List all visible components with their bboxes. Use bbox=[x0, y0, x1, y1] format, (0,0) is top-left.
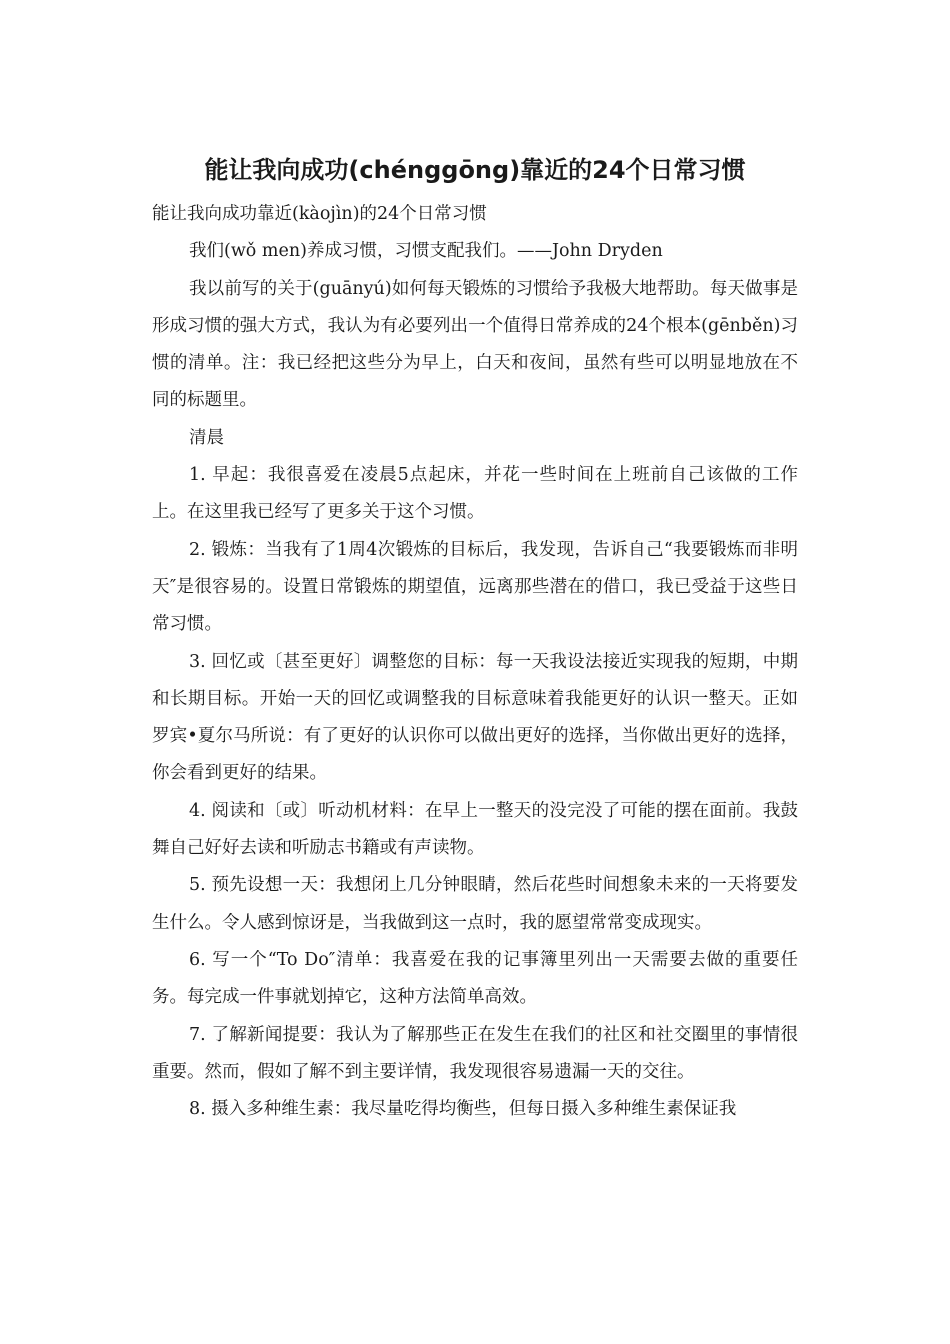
document-title: 能让我向成功(chénggōng)靠近的24个日常习惯 bbox=[204, 156, 746, 184]
habit-item-2: 2. 锻炼：当我有了1周4次锻炼的目标后，我发现，告诉自己“我要锻炼而非明天″是很容易的。设置日常锻炼的期望值，远离那些潜在的借口，我已受益于这些日常习惯。 bbox=[152, 539, 798, 635]
habit-item-4: 4. 阅读和〔或〕听动机材料：在早上一整天的没完没了可能的摆在面前。我鼓舞自己好好去读和听励志书籍或有声读物。 bbox=[152, 800, 798, 859]
habit-item-5: 5. 预先设想一天：我想闭上几分钟眼睛，然后花些时间想象未来的一天将要发生什么。令人感到惊讶是，当我做到这一点时，我的愿望常常变成现实。 bbox=[152, 875, 798, 933]
habit-item-3: 3. 回忆或〔甚至更好〕调整您的目标：每一天我设法接近实现我的短期，中期和长期目标。开始一天的回忆或调整我的目标意味着我能更好的认识一整天。正如罗宾•夏尔马所说：有了更好的认识你可以做出更好的选择，当你做出更好的选择，你会看到更好的结果。 bbox=[152, 651, 798, 784]
habit-item-1: 1. 早起：我很喜爱在凌晨5点起床，并花一些时间在上班前自己该做的工作上。在这里我已经写了更多关于这个习惯。 bbox=[152, 465, 798, 523]
habit-item-8: 8. 摄入多种维生素：我尽量吃得均衡些，但每日摄入多种维生素保证我 bbox=[189, 1099, 737, 1120]
section-heading-morning: 清晨 bbox=[189, 427, 224, 448]
habit-item-6: 6. 写一个“To Do″清单：我喜爱在我的记事簿里列出一天需要去做的重要任务。每完成一件事就划掉它，这种方法简单高效。 bbox=[152, 949, 798, 1008]
subtitle-paragraph: 能让我向成功靠近(kàojìn)的24个日常习惯 bbox=[152, 204, 487, 224]
document-body bbox=[152, 196, 798, 1128]
habit-item-7: 7. 了解新闻提要：我认为了解那些正在发生在我们的社区和社交圈里的事情很重要。然而，假如了解不到主要详情，我发现很容易遗漏一天的交往。 bbox=[152, 1024, 798, 1082]
intro-paragraph: 我以前写的关于(guānyú)如何每天锻炼的习惯给予我极大地帮助。每天做事是形成习惯的强大方式，我认为有必要列出一个值得日常养成的24个根本(gēnběn)习惯的清单。注：我已经把这些分为早上，白天和夜间，虽然有些可以明显地放在不同的标题里。 bbox=[152, 278, 798, 411]
quote-paragraph: 我们(wǒ men)养成习惯，习惯支配我们。——John Dryden bbox=[189, 241, 663, 262]
